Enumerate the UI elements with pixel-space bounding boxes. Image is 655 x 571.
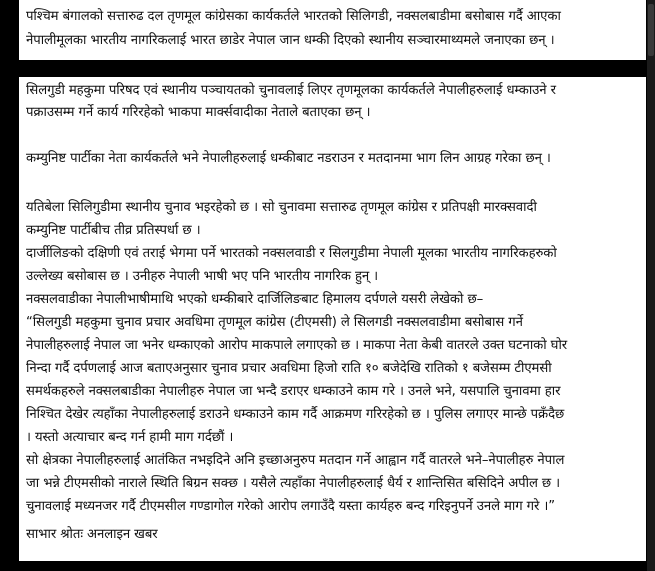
article-line: सिलगुडी महकुमा परिषद एवं स्थानीय पञ्चायतको चुनावलाई लिएर तृणमूलका कार्यकर्तले नेपालीहरुलाई धम्काउने र: [26, 83, 556, 98]
article-line: यतिबेला सिलिगुडीमा स्थानीय चुनाव भइरहेको छ । सो चुनावमा सत्तारुढ तृणमूल कांग्रेस र प्रतिपक्षी मारक्सवादी: [26, 200, 537, 215]
article-line: चुनावलाई मध्यनजर गर्दै टीएमसील गण्डागोल गरेको आरोप लगाउँदै यस्ता कार्यहरु बन्द गरिइनुपर्ने उनले माग गरे ।”: [26, 499, 555, 514]
article-line: पक्राउसम्म गर्ने कार्य गरिरहेको भाकपा मार्क्सवादीका नेताले बताएका छन् ।: [26, 105, 371, 120]
article-line: उल्लेख्य बसोबास छ । उनीहरु नेपाली भाषी भए पनि भारतीय नागरिक हुन् ।: [26, 269, 379, 284]
article-line: । यस्तो अत्याचार बन्द गर्न हामी माग गर्दछौं ।: [26, 430, 234, 445]
page-scrollbar[interactable]: [647, 0, 655, 571]
lead-line: पश्चिम बंगालको सत्तारुढ दल तृणमूल कांग्रेसका कार्यकर्तले भारतको सिलिगडी, नक्सलबाडीमा बसोबास गर्दै आएका: [26, 9, 561, 24]
article-line: कम्युनिष्ट पार्टीका नेता कार्यकर्तले भने नेपालीहरुलाई धम्कीबाट नडराउन र मतदानमा भाग लिन आग्रह गरेका छन् ।: [26, 151, 551, 166]
article-line: कम्युनिष्ट पार्टीबीच तीव्र प्रतिस्पर्धा छ ।: [26, 223, 201, 238]
article-line: नेपालीहरुलाई नेपाल जा भनेर धम्काएको आरोप माकपाले लगाएको छ । माकपा नेता केबी वातरले उक्त घटनाको घोर: [26, 338, 568, 353]
article-line: समर्थकहरुले नक्सलबाडीका नेपालीहरु नेपाल जा भन्दै डराएर धम्काउने काम गरे । उनले भने, यसपालि चुनावमा हार: [26, 384, 561, 399]
article-line: नक्सलवाडीका नेपालीभाषीमाथि भएको धम्कीबारे दार्जिलिङबाट हिमालय दर्पणले यसरी लेखेको छ–: [26, 292, 484, 307]
article-line: “सिलगुडी महकुमा चुनाव प्रचार अवधिमा तृणमूल कांग्रेस (टीएमसी) ले सिलगडी नक्सलवाडीमा बसोबास गर्ने: [26, 315, 523, 330]
article-line: निन्दा गर्दै दर्पणलाई आज बताएअनुसार चुनाव प्रचार अवधिमा हिजो राति १० बजेदेखि रातिको १ बजेसम्म टीएमसी: [26, 361, 552, 376]
article-line: सो क्षेत्रका नेपालीहरुलाई आतंकित नभइदिने अनि इच्छाअनुरुप मतदान गर्ने आह्वान गर्दै वातरले भने–नेपालीहरु नेपाल: [26, 453, 565, 468]
scrollbar-thumb[interactable]: [648, 4, 654, 56]
article-line: जा भन्ने टीएमसीको नाराले स्थिति बिग्रन सक्छ । यसैले त्यहाँका नेपालीहरुलाई धैर्य र शान्तिसित बसिदिने अपील छ ।: [26, 476, 561, 491]
article-body-panel: [19, 77, 646, 561]
article-line: दार्जीलिङको दक्षिणी एवं तराई भेगमा पर्ने भारतको नक्सलवाडी र सिलगुडीमा नेपाली मूलका भारतीय नागरिकहरुको: [26, 246, 557, 261]
lead-line: नेपालीमूलका भारतीय नागरिकलाई भारत छाडेर नेपाल जान धम्की दिएको स्थानीय सञ्चारमाथ्यमले जनाएका छन् ।: [26, 33, 555, 48]
lead-paragraph-panel: [19, 0, 646, 60]
article-source-credit: साभार श्रोतः अनलाइन खबर: [26, 527, 158, 542]
article-line: निश्चित देखेर त्यहाँका नेपालीहरुलाई डराउने धम्काउने काम गर्दै आक्रमण गरिरहेको छ । पुलिस लगाएर मान्छे पक्रँदैछ: [26, 407, 565, 422]
